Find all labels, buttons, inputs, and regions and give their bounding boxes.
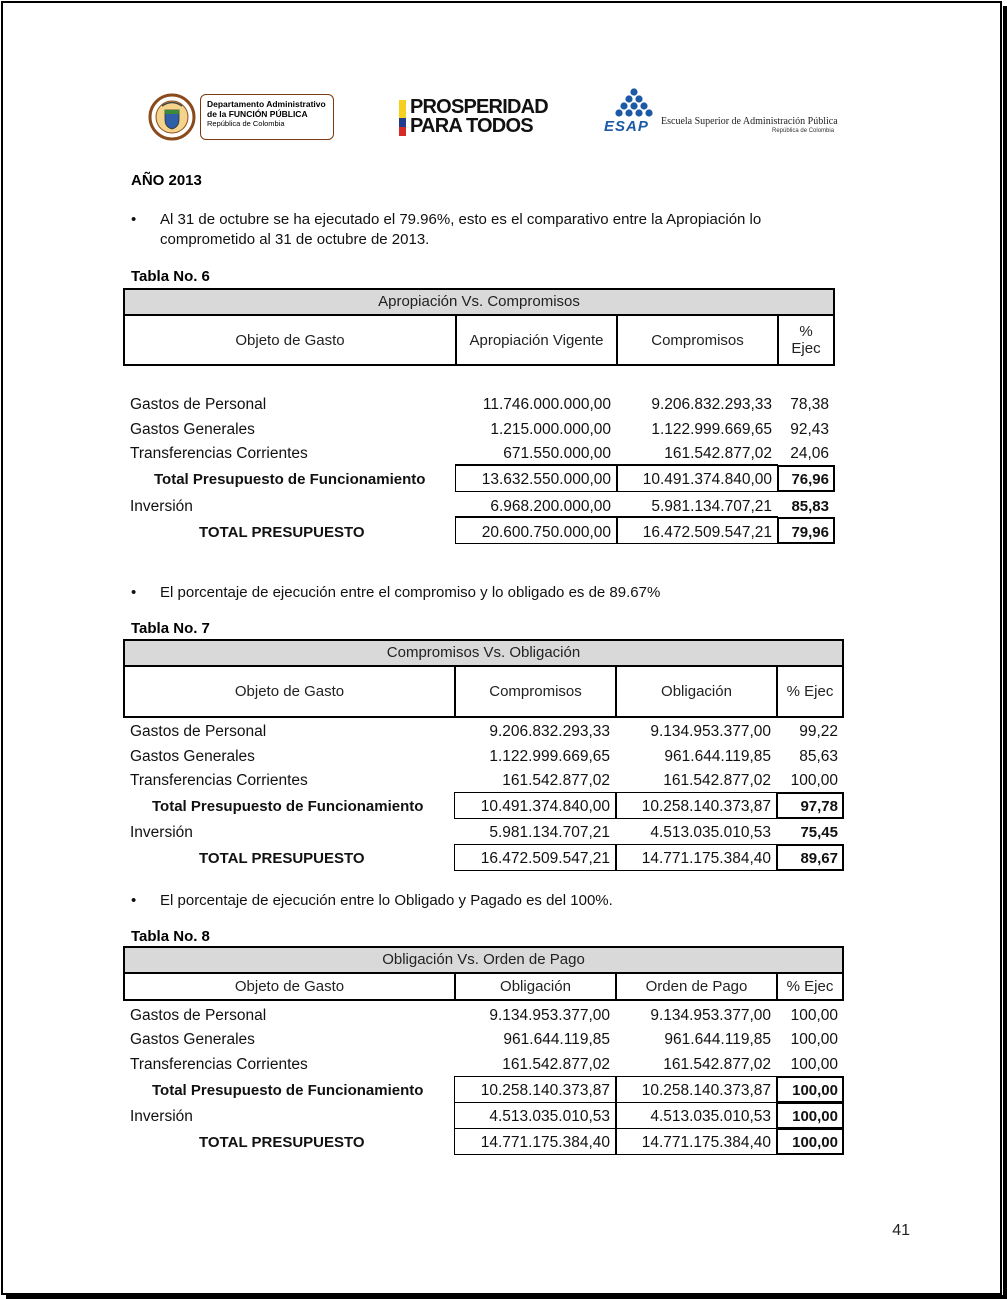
bullet-2-text: El porcentaje de ejecución entre el compromiso y lo obligado es de 89.67% bbox=[160, 584, 661, 601]
table-7-row-label: Transferencias Corrientes bbox=[130, 772, 308, 789]
table-6-row-pct: 85,83 bbox=[791, 498, 829, 515]
table-6-row-col2: 1.122.999.669,65 bbox=[651, 421, 772, 438]
dafp-line-2: de la FUNCIÓN PÚBLICA bbox=[207, 109, 308, 119]
table-7-subtotal-pct: 97,78 bbox=[800, 798, 838, 815]
bullet-dot: • bbox=[131, 211, 137, 228]
table-6-row-col2: 5.981.134.707,21 bbox=[651, 498, 772, 515]
dafp-line-3: República de Colombia bbox=[207, 119, 285, 128]
table-7-row-pct: 75,45 bbox=[800, 824, 838, 841]
table-7-header-pct: % Ejec bbox=[776, 665, 844, 718]
table-7-row-col2: 4.513.035.010,53 bbox=[650, 824, 771, 841]
page-shadow-right bbox=[1003, 6, 1007, 1299]
table-6-total-label: TOTAL PRESUPUESTO bbox=[199, 524, 365, 541]
esap-acronym: ESAP bbox=[604, 118, 649, 135]
table-8-row-col1: 4.513.035.010,53 bbox=[489, 1108, 610, 1125]
table-6-header-col1: Apropiación Vigente bbox=[455, 314, 618, 366]
dafp-line-1: Departamento Administrativo bbox=[207, 99, 326, 109]
table-8-row-label: Inversión bbox=[130, 1108, 193, 1125]
table-8-total-col1: 14.771.175.384,40 bbox=[480, 1134, 610, 1151]
table-8-row-label: Gastos Generales bbox=[130, 1031, 255, 1048]
table-6-row-pct: 78,38 bbox=[790, 396, 829, 413]
page-number: 41 bbox=[892, 1222, 910, 1239]
esap-dots-icon bbox=[610, 88, 658, 118]
table-7-label: Tabla No. 7 bbox=[131, 620, 210, 637]
table-7-row-col1: 161.542.877,02 bbox=[502, 772, 610, 789]
table-7-row-label: Gastos de Personal bbox=[130, 723, 267, 740]
table-6-row-label: Gastos Generales bbox=[130, 421, 255, 438]
table-8-total-label: TOTAL PRESUPUESTO bbox=[199, 1134, 365, 1151]
table-6-row-label: Inversión bbox=[130, 498, 193, 515]
table-7-total-col1: 16.472.509.547,21 bbox=[480, 850, 610, 867]
table-8-row-pct: 100,00 bbox=[790, 1031, 838, 1048]
table-7-total-pct: 89,67 bbox=[800, 850, 838, 867]
table-8-row-col2: 4.513.035.010,53 bbox=[650, 1108, 771, 1125]
colombia-flag-icon bbox=[399, 100, 406, 136]
table-7-total-col2: 14.771.175.384,40 bbox=[641, 850, 771, 867]
table-7-row-col2: 9.134.953.377,00 bbox=[650, 723, 771, 740]
table-6-row-label: Gastos de Personal bbox=[130, 396, 267, 413]
dafp-name-box bbox=[200, 94, 334, 140]
table-6-subtotal-label: Total Presupuesto de Funcionamiento bbox=[154, 471, 426, 488]
table-7-title: Compromisos Vs. Obligación bbox=[123, 639, 844, 667]
bullet-dot: • bbox=[131, 892, 137, 909]
table-8-row-col2: 9.134.953.377,00 bbox=[650, 1007, 771, 1024]
table-7-row-col1: 1.122.999.669,65 bbox=[489, 748, 610, 765]
table-7-row-col1: 9.206.832.293,33 bbox=[489, 723, 610, 740]
bullet-3-text: El porcentaje de ejecución entre lo Obligado y Pagado es del 100%. bbox=[160, 892, 613, 909]
table-8-header-pct: % Ejec bbox=[776, 972, 844, 1001]
table-6-row-col1: 6.968.200.000,00 bbox=[490, 498, 611, 515]
table-8-title: Obligación Vs. Orden de Pago bbox=[123, 946, 844, 974]
table-6-total-col1: 20.600.750.000,00 bbox=[481, 524, 611, 541]
table-7-row-col2: 161.542.877,02 bbox=[663, 772, 771, 789]
table-8-row-label: Gastos de Personal bbox=[130, 1007, 267, 1024]
table-6-row-col2: 9.206.832.293,33 bbox=[651, 396, 772, 413]
prosperidad-line-1: PROSPERIDAD bbox=[410, 96, 548, 118]
dafp-logo bbox=[148, 92, 338, 144]
bullet-1-text: Al 31 de octubre se ha ejecutado el 79.96%, esto es el comparativo entre la Apropiación lo comprometido al 31 de octubre de 2013. bbox=[160, 211, 762, 248]
table-8-row-label: Transferencias Corrientes bbox=[130, 1056, 308, 1073]
table-7-row-col1: 5.981.134.707,21 bbox=[489, 824, 610, 841]
table-7-row-col2: 961.644.119,85 bbox=[664, 748, 771, 765]
table-8-row-pct: 100,00 bbox=[792, 1108, 838, 1125]
esap-name: Escuela Superior de Administración Pública bbox=[661, 116, 838, 127]
table-6-subtotal-pct: 76,96 bbox=[791, 471, 829, 488]
table-7-row-label: Gastos Generales bbox=[130, 748, 255, 765]
table-8-subtotal-col1: 10.258.140.373,87 bbox=[480, 1082, 610, 1099]
table-8-subtotal-label: Total Presupuesto de Funcionamiento bbox=[152, 1082, 424, 1099]
table-8-row-col1: 9.134.953.377,00 bbox=[489, 1007, 610, 1024]
table-7-row-pct: 100,00 bbox=[790, 772, 838, 789]
table-7-subtotal-col2: 10.258.140.373,87 bbox=[641, 798, 771, 815]
table-6-row-col1: 11.746.000.000,00 bbox=[482, 396, 611, 413]
page-shadow-bottom bbox=[6, 1295, 1007, 1299]
table-6-row-pct: 92,43 bbox=[790, 421, 829, 438]
table-6-subtotal-col2: 10.491.374.840,00 bbox=[642, 471, 772, 488]
table-8-row-col1: 961.644.119,85 bbox=[503, 1031, 610, 1048]
table-8-row-col2: 961.644.119,85 bbox=[664, 1031, 771, 1048]
table-8-subtotal-col2: 10.258.140.373,87 bbox=[641, 1082, 771, 1099]
table-8-row-col2: 161.542.877,02 bbox=[663, 1056, 771, 1073]
table-8-header-objeto: Objeto de Gasto bbox=[123, 972, 456, 1001]
table-8-subtotal-pct: 100,00 bbox=[792, 1082, 838, 1099]
table-8-row-pct: 100,00 bbox=[790, 1056, 838, 1073]
table-6-header-col2: Compromisos bbox=[616, 314, 779, 366]
table-7-total-label: TOTAL PRESUPUESTO bbox=[199, 850, 365, 867]
table-8-total-pct: 100,00 bbox=[792, 1134, 838, 1151]
table-6-row-pct: 24,06 bbox=[790, 445, 829, 462]
table-8-header-col2: Orden de Pago bbox=[615, 972, 778, 1001]
table-8-label: Tabla No. 8 bbox=[131, 928, 210, 945]
prosperidad-text bbox=[410, 98, 548, 136]
table-7-row-label: Inversión bbox=[130, 824, 193, 841]
table-6-label: Tabla No. 6 bbox=[131, 268, 210, 285]
table-6-row-col2: 161.542.877,02 bbox=[664, 445, 772, 462]
table-7-header-col1: Compromisos bbox=[454, 665, 617, 718]
prosperidad-line-2: PARA TODOS bbox=[410, 115, 533, 137]
table-8-total-col2: 14.771.175.384,40 bbox=[641, 1134, 771, 1151]
table-8-header-col1: Obligación bbox=[454, 972, 617, 1001]
table-6-title: Apropiación Vs. Compromisos bbox=[123, 288, 835, 316]
table-6-header-objeto: Objeto de Gasto bbox=[123, 314, 457, 366]
table-6-total-pct: 79,96 bbox=[791, 524, 829, 541]
table-7-header-col2: Obligación bbox=[615, 665, 778, 718]
table-6-row-col1: 1.215.000.000,00 bbox=[490, 421, 611, 438]
table-6-header-pct: % Ejec bbox=[777, 314, 835, 366]
year-heading: AÑO 2013 bbox=[131, 172, 202, 189]
table-7-subtotal-label: Total Presupuesto de Funcionamiento bbox=[152, 798, 424, 815]
table-6-row-col1: 671.550.000,00 bbox=[503, 445, 611, 462]
table-8-row-col1: 161.542.877,02 bbox=[502, 1056, 610, 1073]
table-7-row-pct: 85,63 bbox=[799, 748, 838, 765]
table-6-total-col2: 16.472.509.547,21 bbox=[642, 524, 772, 541]
table-7-subtotal-col1: 10.491.374.840,00 bbox=[480, 798, 610, 815]
coat-of-arms-icon bbox=[148, 92, 196, 142]
table-6-row-label: Transferencias Corrientes bbox=[130, 445, 308, 462]
table-8-row-pct: 100,00 bbox=[790, 1007, 838, 1024]
table-7-header-objeto: Objeto de Gasto bbox=[123, 665, 456, 718]
table-6-subtotal-col1: 13.632.550.000,00 bbox=[481, 471, 611, 488]
esap-subtitle: República de Colombia bbox=[772, 128, 835, 134]
esap-logo bbox=[604, 88, 844, 144]
table-7-row-pct: 99,22 bbox=[799, 723, 838, 740]
bullet-dot: • bbox=[131, 584, 137, 601]
prosperidad-logo bbox=[399, 98, 559, 138]
